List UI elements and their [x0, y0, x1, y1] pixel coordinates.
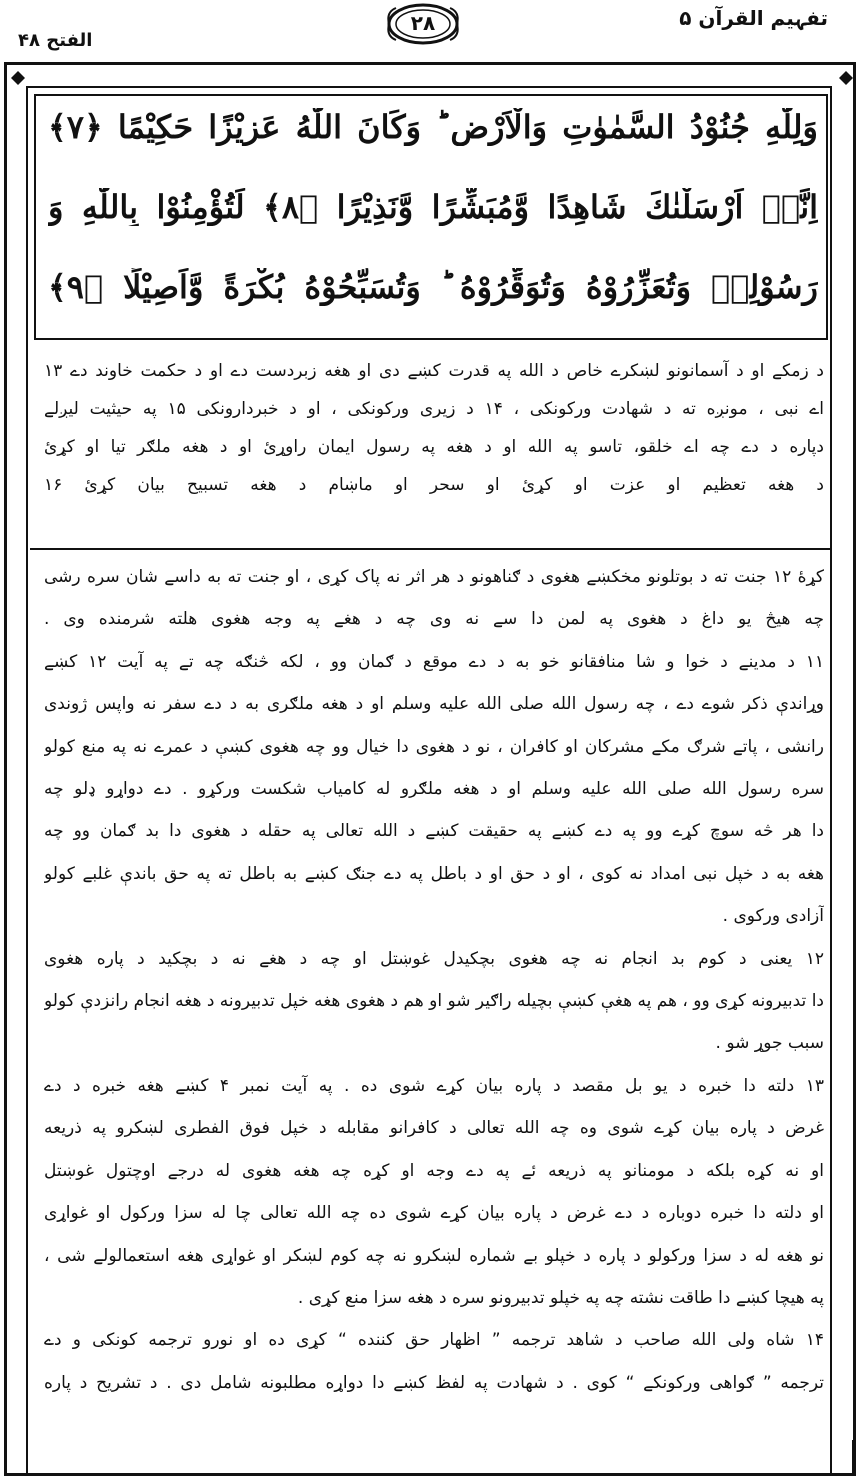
- note-line: هغه به د خپل نبی امداد نه کوی ، او د حق او د باطل په دے جنګ کښے به باطل ته په حق باندې غلبے کولو: [44, 863, 824, 884]
- surah-name: الفتح ۴۸: [18, 30, 93, 51]
- corner-ornament-icon: [10, 70, 26, 86]
- page-edge: [852, 1440, 864, 1476]
- corner-ornament-icon: [838, 70, 854, 86]
- translation-line: د هغه تعظیم او عزت او کړئ او سحر او ماښام د هغه تسبیح بیان کړئ ۱۶: [44, 475, 824, 495]
- note-line: ۱۱ د مدینے د خوا و شا منافقانو خو به د دے موقع د ګمان وو ، لکه څنګه چه تے په آیت ۱۲ کښے: [44, 651, 824, 672]
- translation-line: اے نبی ، مونږه ته د شهادت ورکونکی ، ۱۴ د زیری ورکونکی ، او د خبردارونکی ۱۵ په حیثیت لیږلے: [44, 399, 824, 419]
- note-line: چه هیڅ یو داغ د هغوی په لمن دا سے نه وی چه د هغے په وجه هغوی هلته شرمنده وی .: [44, 609, 824, 630]
- note-line: ۱۴ شاه ولی الله صاحب د شاهد ترجمه ” اظهار حق کننده “ کړی ده او نورو ترجمه کونکی و دے: [44, 1330, 824, 1351]
- note-line: ترجمه ” ګواهی ورکونکے “ کوی . د شهادت په لفظ کښے دا دواړه مطلبونه شامل دی . د تشریح د پاره: [44, 1372, 824, 1393]
- note-line: سبب جوړ شو .: [715, 1033, 824, 1054]
- note-line: وړاندې ذکر شوے دے ، چه رسول الله صلی الله علیه وسلم او د هغه ملګری به د دے سفر نه واپس ژوندی: [44, 694, 824, 715]
- verse-line: وَلِلّٰهِ جُنُوْدُ السَّمٰوٰتِ وَالْاَرْضِ ؕ وَكَانَ اللّٰهُ عَزِيْزًا حَكِيْمًا ﴿۷﴾: [48, 108, 818, 146]
- book-title: تفہیم القرآن ۵: [679, 6, 828, 30]
- translation-line: دپاره د دے چه اے خلقو، تاسو په الله او د هغه په رسول ایمان راوړئ او د هغه ملګر تیا او کړئ: [44, 437, 824, 457]
- note-line: او نه کړه بلکه د مومنانو په ذریعه ئے په دے وجه او کړه چه هغه هغوی له درجے اوچتول غوښتل: [44, 1160, 824, 1181]
- note-line: آزادی ورکوی .: [722, 906, 824, 927]
- page-number: ۲۸: [410, 11, 436, 35]
- quran-verses-box: [34, 94, 828, 340]
- note-line: ۱۲ یعنی د کوم بد انجام نه چه هغوی بچکیدل غوښتل او چه د هغے نه د بچکید د پاره هغوی: [44, 948, 824, 969]
- note-line: غرض د پاره بیان کړے شوی وه چه الله تعالی د کافرانو مقابله د خپل فوق الفطری لښکرو په ذریعه: [44, 1118, 824, 1139]
- note-line: دا هر څه سوچ کړے وو په دے کښے په حقیقت کښے د الله تعالی په حقله د هغوی دا بد ګمان وو چه: [44, 821, 824, 842]
- note-line: دا تدبیرونه کړی وو ، هم په هغې کښې بچیله راګیر شو او هم د هغوی هغه خپل تدبیرونه د هغه انجام رانزدې کولو: [44, 991, 824, 1012]
- note-line: او دلته دا خبره دوباره د دے غرض د پاره بیان کړے شوی ده چه الله تعالی چا له سزا ورکول او غواړی: [44, 1203, 824, 1224]
- verse-line: رَسُوْلِهٖ وَتُعَزِّرُوْهُ وَتُوَقِّرُوْهُ ؕ وَتُسَبِّحُوْهُ بُكْرَةً وَّاَصِيْلًا ﴿۹﴾: [48, 268, 818, 306]
- note-line: نو هغه له د سزا ورکولو د پاره د خپلو بے شماره لښکرو نه چه کوم لښکر او غواړی هغه استعمالولے شی ،: [44, 1245, 824, 1266]
- translation-line: د زمکے او د آسمانونو لښکرے خاص د الله په قدرت کښے دی او هغه زبردست دے او د حکمت خاوند دے ۱۳: [44, 361, 824, 381]
- footnotes-block: [44, 556, 824, 1404]
- note-line: کړهٔ ۱۲ جنت ته د بوتلونو مخکښے هغوی د ګناهونو د هر اثر نه پاک کړی ، او جنت ته به داسے شان سره رشی: [44, 567, 824, 587]
- page-header: [0, 0, 864, 62]
- translation-block: [44, 352, 824, 504]
- verse-line: اِنَّاۤ اَرْسَلْنٰكَ شَاهِدًا وَّمُبَشِّرًا وَّنَذِيْرًا ﴿۸﴾ لِّتُؤْمِنُوْا بِاللّٰهِ وَ: [48, 188, 818, 226]
- note-line: ۱۳ دلته دا خبره د یو بل مقصد د پاره بیان کړے شوی ده . په آیت نمبر ۴ کښے هغه خبره د دے: [44, 1075, 824, 1096]
- note-line: سره رسول الله صلی الله علیه وسلم او د هغه ملګرو له کامیاب شکست ورکړو . دے دواړو ډلو چه: [44, 779, 824, 800]
- note-line: په هیچا کښے دا طاقت نشته چه په خپلو تدبیرونو سره د هغه سزا منع کړی .: [297, 1287, 824, 1308]
- page-number-badge: [386, 2, 460, 46]
- note-line: رانشی ، پاتے شرګ مکے مشرکان او کافران ، نو د هغوی دا خیال وو چه هغوی کښې د عمرے نه په منع کولو: [44, 736, 824, 757]
- section-divider: [30, 548, 830, 550]
